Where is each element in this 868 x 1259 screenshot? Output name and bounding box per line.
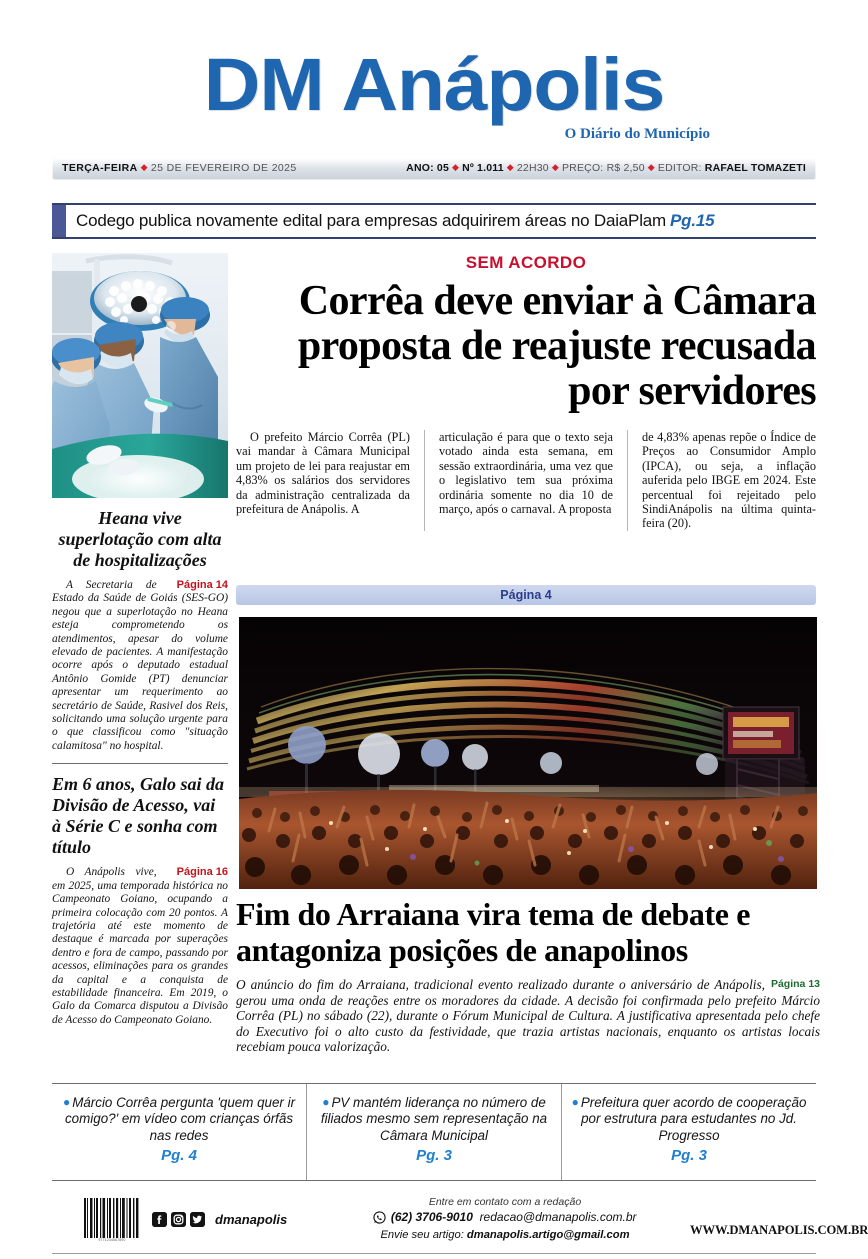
editor-name: RAFAEL TOMAZETI (704, 162, 806, 174)
diamond-separator-icon: ◆ (452, 162, 460, 172)
social-links (152, 1212, 287, 1227)
masthead (0, 43, 868, 148)
surgery-photo (52, 253, 228, 498)
left-sidebar (52, 253, 228, 1027)
banner-headline: Codego publica novamente edital para empresas adquirirem áreas no DaiaPlam (76, 211, 666, 230)
submit-article-label: Envie seu artigo: (380, 1229, 464, 1241)
page-reference[interactable]: Página 16 (176, 866, 228, 879)
teaser-prefeitura-cooperacao[interactable] (561, 1084, 816, 1180)
lead-headline: Corrêa deve enviar à Câmara proposta de reajuste recusada por servidores (297, 278, 816, 414)
issue-date: 25 DE FEVEREIRO DE 2025 (150, 162, 297, 174)
diamond-separator-icon: ◆ (506, 162, 514, 172)
social-handle[interactable]: dmanapolis (215, 1212, 288, 1227)
lead-story[interactable] (236, 253, 816, 531)
banner-page-ref[interactable]: Pg.15 (670, 211, 715, 230)
bullet-icon: ● (322, 1095, 330, 1109)
teaser-pv-filiados[interactable] (306, 1084, 561, 1180)
newspaper-subtitle: O Diário do Município (564, 126, 710, 142)
newspaper-title: DM Anápolis (203, 43, 665, 126)
facebook-icon[interactable] (152, 1212, 167, 1227)
teaser-text (60, 1094, 298, 1144)
teaser-page-ref[interactable]: Pg. 3 (671, 1147, 707, 1165)
issue-number: Nº 1.011 (462, 162, 504, 174)
contact-phone[interactable]: (62) 3706-9010 (390, 1210, 473, 1224)
bullet-icon: ● (571, 1095, 579, 1109)
lead-column-1: O prefeito Márcio Corrêa (PL) vai mandar à Câmara Municipal um projeto de lei para reajustar em 4,83% os salários dos servidores da administração centralizada da prefeitura de Anápolis. A (236, 430, 410, 517)
sidebar-article-headline: Em 6 anos, Galo sai da Divisão de Acesso, vai à Série C e sonha com título (52, 774, 225, 858)
teaser-text (315, 1094, 553, 1144)
arraiana-body (236, 977, 820, 1055)
edition-time: 22H30 (516, 162, 549, 174)
teaser-marcio-correa[interactable] (52, 1084, 306, 1180)
column-separator (627, 430, 628, 531)
sidebar-article-headline: Heana vive superlotação com alta de hospitalizações (58, 508, 222, 570)
teaser-label: Prefeitura quer acordo de cooperação por estrutura para estudantes no Jd. Progresso (580, 1095, 807, 1143)
lead-column-2: articulação é para que o texto seja votado ainda esta semana, em sessão extraordinária, uma vez que o legislativo tem sua próxima ordinária somente no dia 10 de março, após o carnaval. A proposta (439, 430, 613, 517)
barcode-caption: 9771234567890 (98, 1238, 126, 1242)
submit-article-email[interactable]: dmanapolis.artigo@gmail.com (466, 1229, 630, 1241)
year-label: ANO: 05 (406, 162, 449, 174)
contact-phone-row (330, 1210, 680, 1227)
teaser-label: PV mantém liderança no número de filiados mesmo sem representação na Câmara Municipal (320, 1095, 548, 1143)
teaser-page-ref[interactable]: Pg. 4 (161, 1147, 197, 1165)
sidebar-article-heana[interactable] (52, 508, 228, 753)
contact-email[interactable]: redacao@dmanapolis.com.br (479, 1210, 637, 1224)
date-bar-right (406, 162, 806, 174)
page-footer (0, 1186, 868, 1259)
sidebar-article-body (52, 579, 228, 753)
bullet-icon: ● (62, 1095, 71, 1109)
twitter-icon[interactable] (190, 1212, 205, 1227)
diamond-separator-icon: ◆ (140, 162, 148, 172)
teaser-text (570, 1094, 808, 1144)
arraiana-story[interactable] (236, 896, 820, 1055)
contact-block (330, 1196, 680, 1241)
top-banner[interactable] (52, 203, 816, 239)
lead-body-columns (236, 430, 816, 531)
whatsapp-icon (373, 1213, 389, 1227)
editor-label: EDITOR: (657, 162, 702, 174)
arraiana-headline: Fim do Arraiana vira tema de debate e antagoniza posições de anapolinos (236, 896, 750, 968)
date-bar (52, 158, 816, 180)
column-separator (424, 430, 425, 531)
banner-headline-row (76, 211, 714, 231)
sidebar-divider (52, 763, 228, 764)
date-bar-left (62, 162, 297, 174)
banner-accent-block (52, 205, 66, 237)
footer-divider (52, 1253, 816, 1254)
page-reference[interactable]: Página 14 (176, 579, 228, 591)
price-value: R$ 2,50 (606, 162, 645, 174)
instagram-icon[interactable] (171, 1212, 186, 1227)
diamond-separator-icon: ◆ (647, 162, 655, 172)
sidebar-article-body (52, 866, 228, 1027)
sidebar-article-text: O Anápolis vive, em 2025, uma temporada histórica no Campeonato Goiano, ocupando a primeira colocação com 20 pontos. A trajetória até este momento de destaque é marcada por superações dentro e fora de campo, passando por acessos, eliminações para os grandes da capital e a conquista de estabilidade financeira. Em 2019, o Galo da Comarca disputou a Divisão de Acesso do Campeonato Goiano. (52, 866, 228, 1026)
bottom-teaser-row (52, 1083, 816, 1181)
concert-crowd-photo (239, 617, 817, 889)
teaser-page-ref[interactable]: Pg. 3 (416, 1147, 452, 1165)
lead-page-pill[interactable]: Página 4 (236, 585, 816, 605)
sidebar-article-text: A Secretaria de Estado da Saúde de Goiás (SES-GO) negou que a superlotação no Heana esteja comprometendo os atendimentos, apesar do volume elevado de pacientes. A manifestação ocorre após o deputado estadual Antônio Gomide (PT) denunciar apresentar um requerimento ao secretário de Saúde, Rasivel dos Reis, solicitando uma solução urgente para o que classificou como "situação calamitosa" no hospital. (52, 579, 228, 752)
contact-lead-text: Entre em contato com a redação (428, 1196, 582, 1208)
lead-column-3: de 4,83% apenas repõe o Índice de Preços ao Consumidor Amplo (IPCA), ou seja, a inflação auferida pelo IBGE em 2024. Este percentual foi rejeitado pelo SindiAnápolis na última quinta-feira (20). (642, 430, 816, 531)
website-url[interactable]: WWW.DMANAPOLIS.COM.BR (690, 1223, 868, 1237)
teaser-label: Márcio Corrêa pergunta 'quem quer ir comigo?' em vídeo com crianças órfãs nas redes (64, 1095, 296, 1143)
barcode (83, 1198, 141, 1238)
page-reference[interactable]: Página 13 (770, 978, 820, 990)
weekday-label: TERÇA-FEIRA (62, 162, 138, 174)
sidebar-article-galo[interactable] (52, 774, 228, 1027)
lead-kicker: SEM ACORDO (465, 253, 587, 272)
diamond-separator-icon: ◆ (551, 162, 559, 172)
arraiana-text: O anúncio do fim do Arraiana, tradicional evento realizado durante o aniversário de Anápolis, gerou uma onda de reações entre os moradores da cidade. A decisão foi confirmada pelo prefeito Márcio Corrêa (PL) no sábado (22), durante o Fórum Municipal de Cultura. A justificativa apresentada pelo chefe do Executivo foi o alto custo da festividade, que trazia artistas nacionais, enquanto os artistas locais recebiam pouca valorização. (236, 977, 820, 1055)
price-label: PREÇO: (561, 162, 604, 174)
submit-article-row (330, 1229, 680, 1241)
